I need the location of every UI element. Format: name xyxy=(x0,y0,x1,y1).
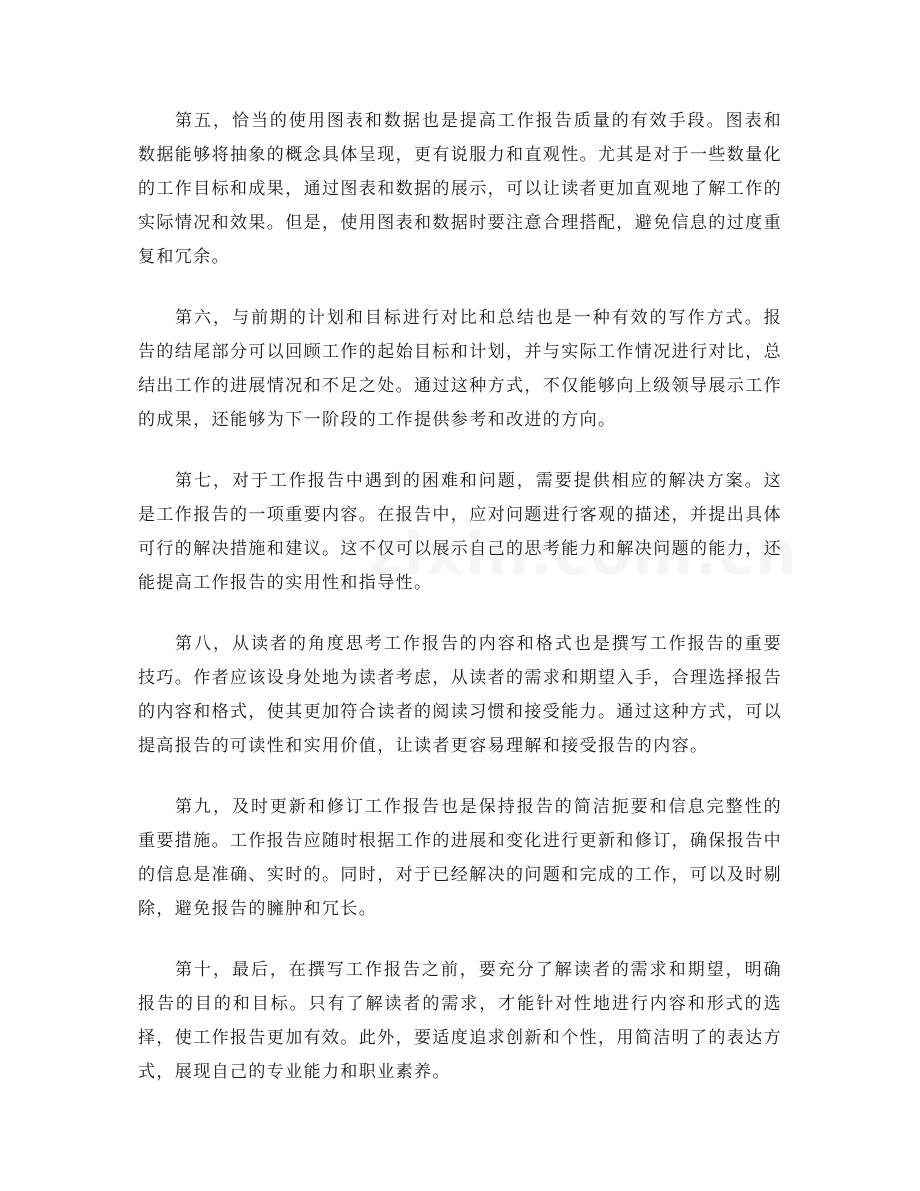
paragraph-8: 第八，从读者的角度思考工作报告的内容和格式也是撰写工作报告的重要技巧。作者应该设身处地为读者考虑，从读者的需求和期望入手，合理选择报告的内容和格式，使其更加符合读者的阅读习惯和接受能力。通过这种方式，可以提高报告的可读性和实用价值，让读者更容易理解和接受报告的内容。 xyxy=(138,634,782,756)
paragraph-9: 第九，及时更新和修订工作报告也是保持报告的简洁扼要和信息完整性的重要措施。工作报告应随时根据工作的进展和变化进行更新和修订，确保报告中的信息是准确、实时的。同时，对于已经解决的问题和完成的工作，可以及时剔除，避免报告的臃肿和冗长。 xyxy=(138,797,782,919)
paragraph-7: 第七，对于工作报告中遇到的困难和问题，需要提供相应的解决方案。这是工作报告的一项重要内容。在报告中，应对问题进行客观的描述，并提出具体可行的解决措施和建议。这不仅可以展示自己的思考能力和解决问题的能力，还能提高工作报告的实用性和指导性。 xyxy=(138,471,782,593)
paragraph-6: 第六，与前期的计划和目标进行对比和总结也是一种有效的写作方式。报告的结尾部分可以回顾工作的起始目标和计划，并与实际工作情况进行对比，总结出工作的进展情况和不足之处。通过这种方式，不仅能够向上级领导展示工作的成果，还能够为下一阶段的工作提供参考和改进的方向。 xyxy=(138,308,782,430)
paragraph-5: 第五，恰当的使用图表和数据也是提高工作报告质量的有效手段。图表和数据能够将抽象的概念具体呈现，更有说服力和直观性。尤其是对于一些数量化的工作目标和成果，通过图表和数据的展示，可以让读者更加直观地了解工作的实际情况和效果。但是，使用图表和数据时要注意合理搭配，避免信息的过度重复和冗余。 xyxy=(138,111,782,267)
document-body xyxy=(138,104,782,1116)
paragraph-10: 第十，最后，在撰写工作报告之前，要充分了解读者的需求和期望，明确报告的目的和目标。只有了解读者的需求，才能针对性地进行内容和形式的选择，使工作报告更加有效。此外，要适度追求创新和个性，用简洁明了的表达方式，展现自己的专业能力和职业素养。 xyxy=(138,960,782,1082)
